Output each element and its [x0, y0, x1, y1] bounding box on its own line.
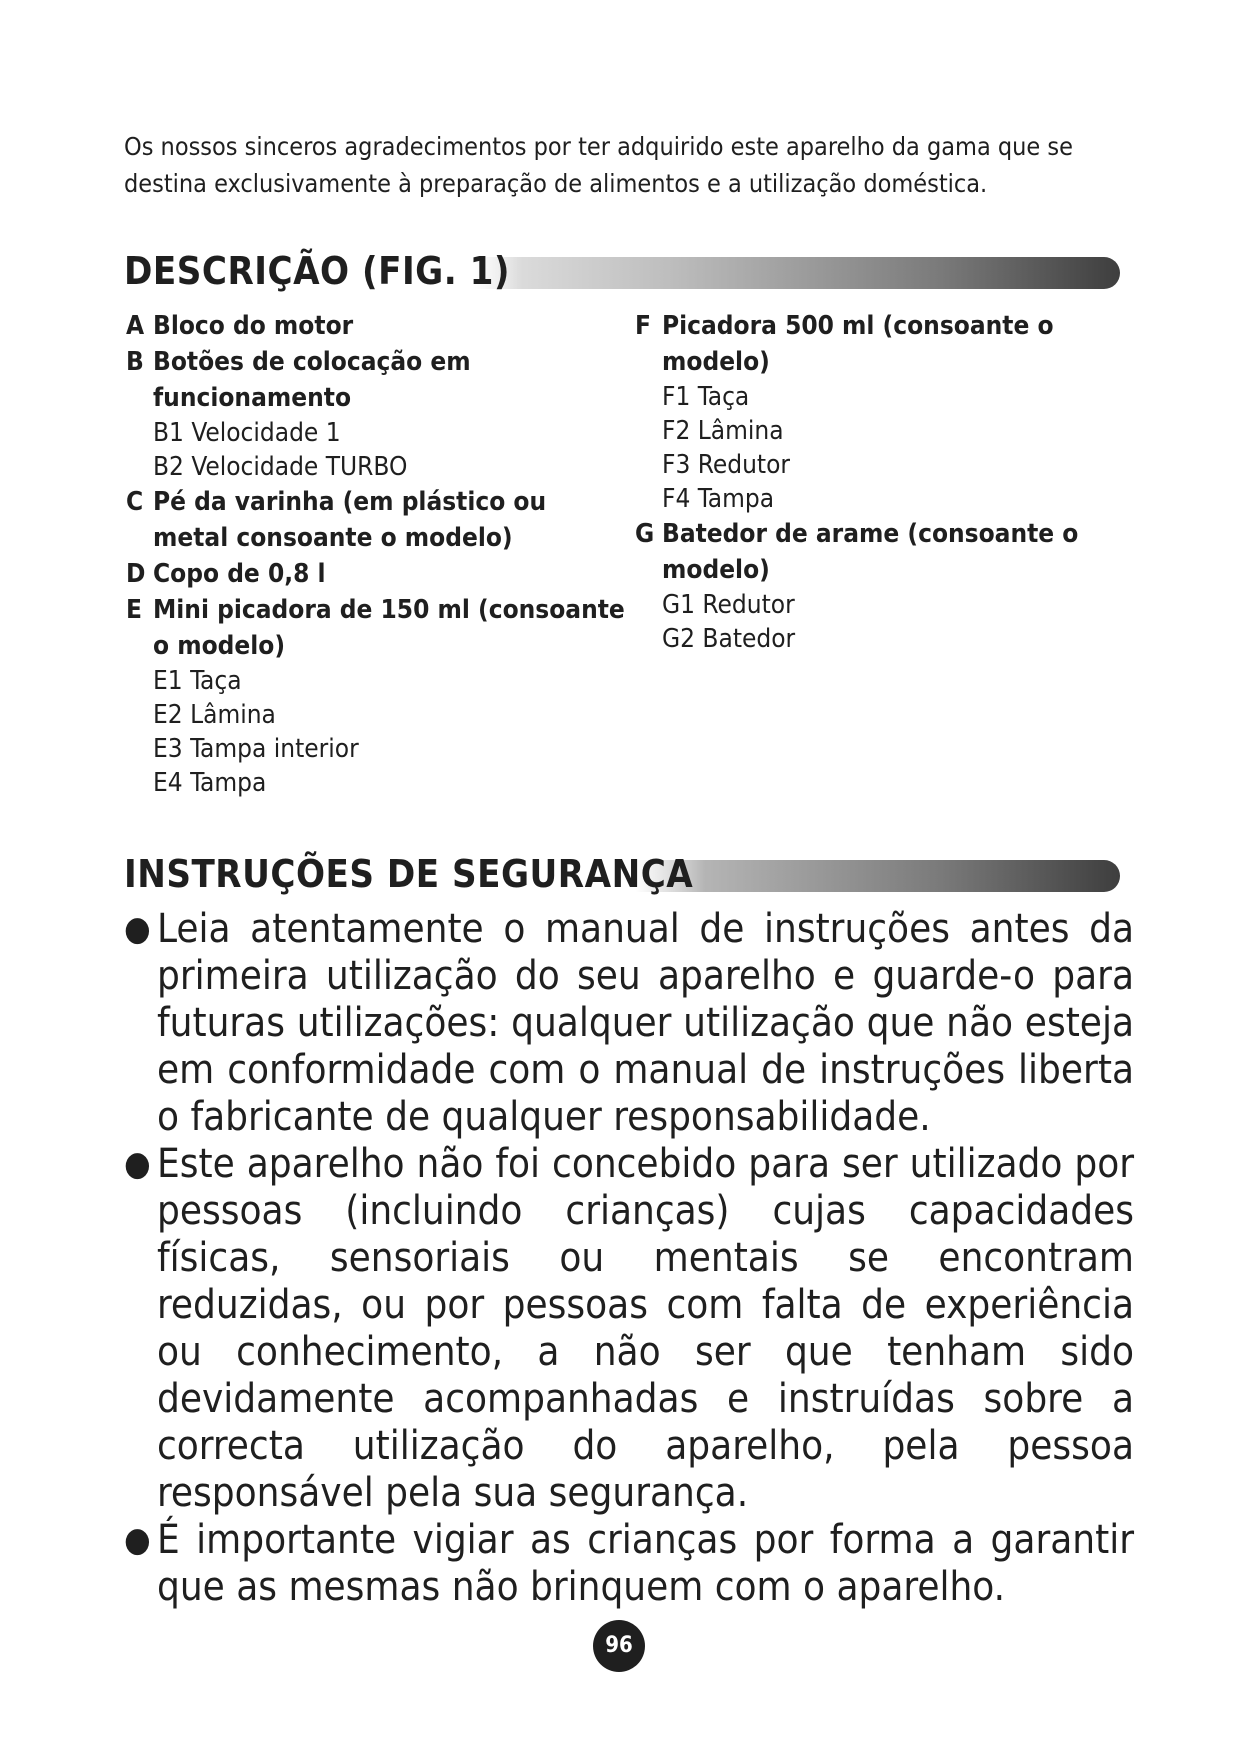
part-letter: B	[126, 347, 144, 377]
subpart-label: E1 Taça	[153, 666, 242, 696]
part-letter: D	[126, 559, 146, 589]
page-number: 96	[593, 1620, 645, 1672]
part-item	[126, 556, 626, 592]
subpart-label: F2 Lâmina	[662, 416, 784, 446]
part-item	[635, 516, 1155, 656]
part-item	[126, 592, 626, 800]
subpart-label: F4 Tampa	[662, 484, 775, 514]
subpart-label: G1 Redutor	[662, 590, 795, 620]
safety-bullet	[124, 1517, 1134, 1611]
part-item	[126, 344, 626, 484]
subpart-label: E3 Tampa interior	[153, 734, 359, 764]
safety-bullet	[124, 906, 1134, 1141]
bullet-icon: ●	[124, 909, 151, 949]
bullet-icon: ●	[124, 1144, 151, 1184]
subpart-label: E2 Lâmina	[153, 700, 276, 730]
description-title: DESCRIÇÃO (FIG. 1)	[124, 246, 522, 296]
part-letter: C	[126, 487, 144, 517]
part-letter: A	[126, 311, 145, 341]
part-label: Picadora 500 ml (consoante o modelo)	[662, 311, 1054, 377]
part-label: Mini picadora de 150 ml (consoante o modelo)	[153, 595, 625, 661]
bullet-icon: ●	[124, 1520, 151, 1560]
description-list-right	[635, 308, 1155, 656]
intro-paragraph: Os nossos sinceros agradecimentos por ter adquirido este aparelho da gama que se destina exclusivamente à preparação de alimentos e a utilização doméstica.	[124, 132, 1073, 198]
subpart-label: F3 Redutor	[662, 450, 791, 480]
description-list-left	[126, 308, 626, 800]
part-item	[126, 308, 626, 344]
subpart-label: E4 Tampa	[153, 768, 267, 798]
part-label: Pé da varinha (em plástico ou metal consoante o modelo)	[153, 487, 547, 553]
part-label: Batedor de arame (consoante o modelo)	[662, 519, 1079, 585]
safety-heading	[124, 849, 1120, 899]
part-letter: F	[635, 311, 651, 341]
part-letter: E	[126, 595, 142, 625]
part-label: Bloco do motor	[153, 311, 354, 341]
part-label: Botões de colocação em funcionamento	[153, 347, 471, 413]
subpart-label: F1 Taça	[662, 382, 750, 412]
part-label: Copo de 0,8 l	[153, 559, 326, 589]
part-letter: G	[635, 519, 655, 549]
safety-text: Leia atentamente o manual de instruções antes da primeira utilização do seu aparelho e guarde-o para futuras utilizações: qualquer utilização que não esteja em conformidade com o manual de instruções liberta o fabricante de qualquer responsabilidade.	[157, 906, 1134, 1140]
safety-title: INSTRUÇÕES DE SEGURANÇA	[124, 849, 705, 899]
part-item	[635, 308, 1155, 516]
subpart-label: B2 Velocidade TURBO	[153, 452, 408, 482]
subpart-label: B1 Velocidade 1	[153, 418, 341, 448]
part-item	[126, 484, 626, 556]
subpart-label: G2 Batedor	[662, 624, 796, 654]
description-heading	[124, 246, 1120, 296]
safety-list	[124, 906, 1134, 1611]
safety-bullet	[124, 1141, 1134, 1517]
safety-text: É importante vigiar as crianças por forma a garantir que as mesmas não brinquem com o aparelho.	[157, 1517, 1134, 1610]
safety-text: Este aparelho não foi concebido para ser utilizado por pessoas (incluindo crianças) cujas capacidades físicas, sensoriais ou mentais se encontram reduzidas, ou por pessoas com falta de experiência ou conhecimento, a não ser que tenham sido devidamente acompanhadas e instruídas sobre a correcta utilização do aparelho, pela pessoa responsável pela sua segurança.	[157, 1141, 1134, 1516]
